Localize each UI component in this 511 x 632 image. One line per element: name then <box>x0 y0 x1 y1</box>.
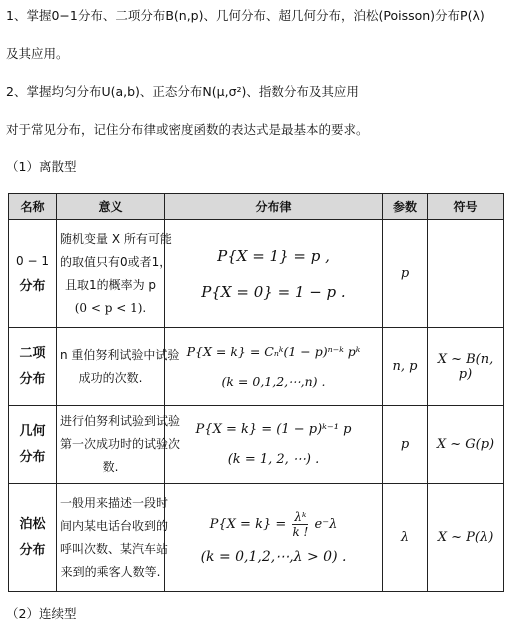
row-name <box>9 220 57 328</box>
row-param: p <box>383 220 428 328</box>
row-symbol: X ~ P(λ) <box>428 484 504 592</box>
meaning-line: 来到的乘客人数等. <box>60 564 161 579</box>
row-meaning <box>57 328 180 406</box>
poisson-fraction-numerator: λᵏ <box>294 510 307 524</box>
para-2: 2、掌握均匀分布U(a,b)、正态分布N(μ,σ²)、指数分布及其应用 <box>6 84 359 99</box>
row-param: p <box>383 406 428 484</box>
row-param: n, p <box>383 328 428 406</box>
row-name: 二项分布 <box>9 328 57 406</box>
meaning-line: 成功的次数. <box>78 370 143 385</box>
row-meaning <box>57 406 181 484</box>
row-param: λ <box>383 484 428 592</box>
poisson-fraction-denominator: k ! <box>292 525 309 539</box>
meaning-line: 呼叫次数、某汽车站 <box>60 541 169 556</box>
meaning-line: n 重伯努利试验中试验 <box>60 347 180 362</box>
poisson-fraction <box>292 510 308 539</box>
table-row-geometric <box>9 406 504 484</box>
row-law <box>165 406 383 484</box>
para-1-line-2: 及其应用。 <box>6 46 69 61</box>
table-row-binomial <box>9 328 504 406</box>
meaning-line: 一般用来描述一段时 <box>60 495 169 510</box>
row-symbol <box>428 220 504 328</box>
row-name-top: 0 − 1 <box>16 253 49 268</box>
table-row-bernoulli <box>9 220 504 328</box>
law-line: (k = 0,1,2,⋯,n) . <box>221 373 326 389</box>
header-name: 名称 <box>9 194 57 220</box>
meaning-line: (0 < p < 1). <box>74 300 147 315</box>
row-name-label: 分布 <box>19 278 46 294</box>
law-line <box>168 510 379 539</box>
meaning-line: 数. <box>102 460 119 474</box>
law-line: (k = 0,1,2,⋯,λ > 0) . <box>200 549 347 565</box>
row-name: 几何分布 <box>9 406 57 484</box>
row-symbol: X ~ G(p) <box>428 406 504 484</box>
law-line: P{X = 1} = p , <box>217 246 330 265</box>
header-symbol: 符号 <box>428 194 504 220</box>
poisson-law-prefix: P{X = k} = <box>209 517 287 532</box>
meaning-line: 的取值只有0或者1， <box>60 254 172 269</box>
row-symbol: X ~ B(n, p) <box>428 328 504 406</box>
law-line: P{X = 0} = 1 − p . <box>201 282 346 301</box>
row-name: 泊松分布 <box>9 484 57 592</box>
meaning-line: 间内某电话台收到的 <box>60 518 169 533</box>
row-law <box>165 484 383 592</box>
meaning-line: 且取1的概率为 p <box>64 277 157 292</box>
table-header-row <box>9 194 504 220</box>
row-meaning <box>57 220 172 328</box>
meaning-line: 随机变量 X 所有可能 <box>60 231 172 246</box>
poisson-law-suffix: e⁻λ <box>314 517 338 532</box>
law-line: (k = 1, 2, ⋯) . <box>227 451 320 467</box>
table-row-poisson <box>9 484 504 592</box>
meaning-line: 第一次成功时的试验次 <box>60 437 181 451</box>
meaning-line: 进行伯努利试验到试验 <box>60 414 181 428</box>
row-law <box>165 328 383 406</box>
section-continuous-heading: （2）连续型 <box>6 606 77 621</box>
para-3: 对于常见分布，记住分布律或密度函数的表达式是最基本的要求。 <box>6 122 369 137</box>
section-discrete-heading: （1）离散型 <box>6 159 77 174</box>
header-meaning: 意义 <box>57 194 165 220</box>
discrete-distribution-table <box>8 193 504 592</box>
para-1-line-1: 1、掌握0−1分布、二项分布B(n,p)、几何分布、超几何分布，泊松(Poisson)分布P(λ) <box>6 8 485 23</box>
law-line: P{X = k} = Cₙᵏ(1 − p)ⁿ⁻ᵏ pᵏ <box>186 343 361 359</box>
row-law <box>165 220 383 328</box>
law-line: P{X = k} = (1 − p)ᵏ⁻¹ p <box>195 421 352 437</box>
header-law: 分布律 <box>165 194 383 220</box>
row-meaning <box>57 484 169 592</box>
header-param: 参数 <box>383 194 428 220</box>
